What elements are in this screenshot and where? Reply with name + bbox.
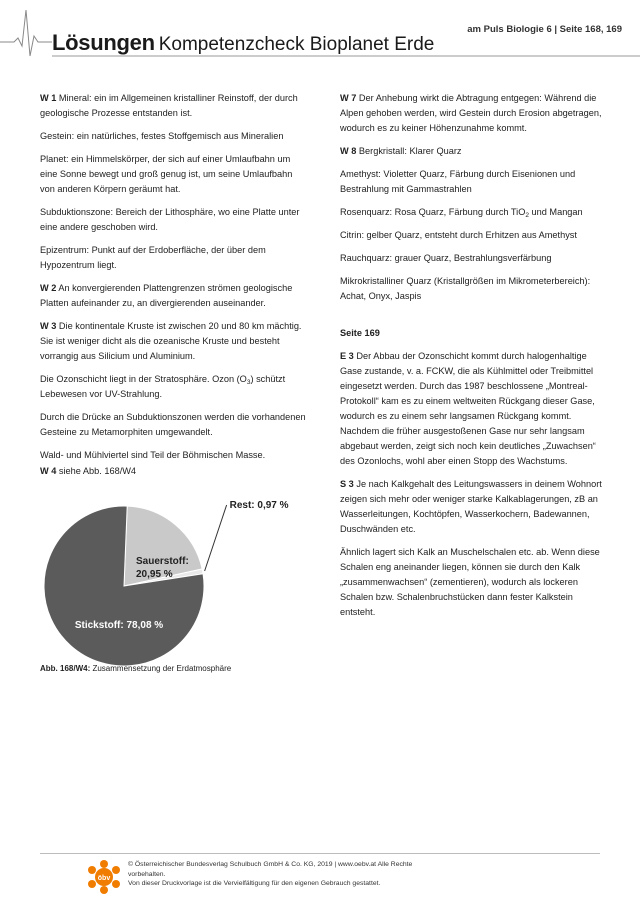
paragraph-gestein: Gestein: ein natürliches, festes Stoffgemisch aus Mineralien (40, 131, 284, 141)
left-column (40, 91, 308, 471)
task-label: W 4 (40, 466, 57, 476)
paragraph-w2: W 2 An konvergierenden Plattengrenzen strömen geologische Platten aufeinander zu, an divergierenden auseinander. (40, 283, 293, 308)
paragraph-w3: W 3 Die kontinentale Kruste ist zwischen 20 und 80 km mächtig. Sie ist weniger dicht als die ozeanische Kruste und besteht vorrangig aus Silicium und Aluminium. (40, 321, 302, 361)
right-column (340, 91, 610, 628)
footer-divider (40, 853, 600, 854)
task-label: W 1 (40, 93, 57, 103)
figure-w4 (40, 464, 300, 664)
publisher-logo (86, 860, 122, 894)
slice-label: Stickstoff: 78,08 % (74, 620, 164, 631)
task-label: W 3 (40, 321, 57, 331)
task-label: E 3 (340, 351, 354, 361)
paragraph-amethyst: Amethyst: Violetter Quarz, Färbung durch Eisenionen und Bestrahlung mit Gammastrahlen (340, 169, 576, 194)
page-title (52, 30, 434, 56)
pie-chart (40, 486, 289, 664)
paragraph-druecke: Durch die Drücke an Subduktionszonen werden die vorhandenen Gesteine zu Metamorphiten umgewandelt. (40, 412, 306, 437)
paragraph-citrin: Citrin: gelber Quarz, entsteht durch Erhitzen aus Amethyst (340, 230, 577, 240)
paragraph-planet: Planet: ein Himmelskörper, der sich auf einer Umlaufbahn um eine Sonne bewegt und groß genug ist, um seine Umlaufbahn von anderen Körpern geräumt hat. (40, 154, 293, 194)
paragraph-ozon: Die Ozonschicht liegt in der Stratosphäre. Ozon $(O_3)$ schützt Lebewesen vor UV-Strahlung. (40, 374, 286, 399)
paragraph-w7: W 7 Der Anhebung wirkt die Abtragung entgegen: Während die Alpen gehoben werden, wird Gestein durch Erosion abgetragen, wodurch es zu keiner Höhenzunahme kommt. (340, 93, 602, 133)
svg-text:öbv: öbv (97, 875, 111, 882)
paragraph-wald: Wald- und Mühlviertel sind Teil der Böhmischen Masse. (40, 450, 266, 460)
footer-copyright: © Österreichischer Bundesverlag Schulbuch GmbH & Co. KG, 2019 | www.oebv.at Alle Rechte vorbehalten. Von dieser Druckvorlage ist die Vervielfältigung für den eigenen Gebrauch gestattet. (128, 861, 413, 887)
paragraph-w8: W 8 Bergkristall: Klarer Quarz (340, 146, 462, 156)
paragraph-epizentrum: Epizentrum: Punkt auf der Erdoberfläche, der über dem Hypozentrum liegt. (40, 245, 266, 270)
figure-label: W 4 siehe Abb. 168/W4 (40, 466, 137, 476)
paragraph-e3: E 3 Der Abbau der Ozonschicht kommt durch halogenhaltige Gase zustande, v. a. FCKW, die als Kühlmittel oder Treibmittel eingesetzt werden. Durch das 1987 beschlossene „Montreal-Protokoll“ kam es zu einem weltweiten Rückgang dieser Gase, wodurch es zu einem sehr langsamen Rückgang kommt. Nachdem die früher ausgestoßenen Gase nur sehr langsam abgebaut werden, zeigt sich noch kein deutliches „Zuwachsen“ des Ozonlochs, wohl aber einen Stopp des Wachstums. (340, 351, 596, 466)
paragraph-rosenquarz: Rosenquarz: Rosa Quarz, Färbung durch TiO$_2$ und Mangan (340, 207, 583, 219)
paragraph-subduktion: Subduktionszone: Bereich der Lithosphäre, wo eine Platte unter eine andere geschoben wird. (40, 207, 300, 232)
task-label: W 8 (340, 146, 357, 156)
paragraph-w1: W 1 Mineral: ein im Allgemeinen kristalliner Reinstoff, der durch geologische Prozesse entstanden ist. (40, 93, 298, 118)
task-label: W 7 (340, 93, 357, 103)
leader-line (205, 505, 227, 571)
paragraph-mikro: Mikrokristalliner Quarz (Kristallgrößen im Mikrometerbereich): Achat, Onyx, Jaspis (340, 276, 591, 301)
title-rest: Kompetenzcheck Bioplanet Erde (158, 34, 435, 55)
chart-caption: Abb. 168/W4: Zusammensetzung der Erdatmosphäre (40, 664, 232, 673)
book-reference: am Puls Biologie 6 | Seite 168, 169 (467, 24, 622, 35)
task-label: W 2 (40, 283, 57, 293)
paragraph-kalk: Ähnlich lagert sich Kalk an Muschelschalen etc. ab. Wenn diese Schalen eng aneinander liegen, können sie durch den Kalk „zusammenwachsen“ (zementieren), wodurch als lockeren Schalen bzw. Schalenbruchstücken dann fester Kalkstein entsteht. (340, 547, 600, 617)
section-heading: Seite 169 (340, 328, 380, 338)
slice-label: Sauerstoff: (136, 556, 189, 567)
slice-label: 20,95 % (136, 569, 173, 580)
paragraph-s3: S 3 Je nach Kalkgehalt des Leitungswassers in deinem Wohnort zeigen sich mehr oder weniger starke Kalkablagerungen, zB an Wasserleitungen, Kochtöpfen, Wasserkochern, Badewannen, Duschwänden etc. (340, 479, 602, 534)
slice-label: Rest: 0,97 % (229, 500, 289, 511)
title-bold: Lösungen (52, 30, 155, 55)
paragraph-rauchquarz: Rauchquarz: grauer Quarz, Bestrahlungsverfärbung (340, 253, 552, 263)
task-label: S 3 (340, 479, 354, 489)
